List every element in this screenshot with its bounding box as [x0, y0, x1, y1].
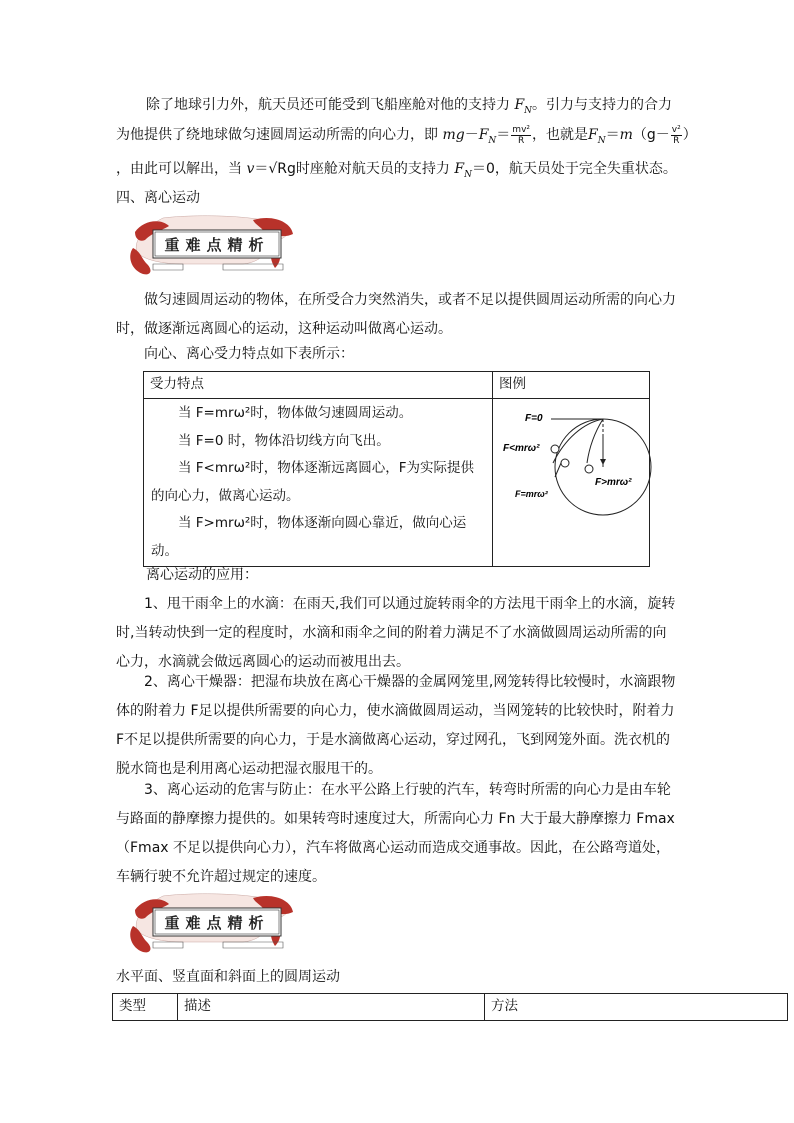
label-fgreater: F>mrω² — [595, 477, 632, 488]
curve-greater — [587, 419, 603, 463]
text: 为他提供了绕地球做匀速圆周运动所需的向心力，即 — [116, 127, 438, 143]
text: ，由此可以解出，当 — [116, 161, 242, 177]
app-2: 2、离心干燥器：把湿布块放在离心干燥器的金属网笼里,网笼转得比较慢时，水滴跟物体的附着力 F足以提供所需要的向心力，使水滴做圆周运动，当网笼转的比较快时，附着力 F不足以提供所需要的向心力，于是水滴做离心运动，穿过网孔，飞到网笼外面。洗衣机的脱水筒也是利用离心运动把湿衣服甩干的。 — [116, 674, 676, 777]
label-fequal: F=mrω² — [515, 489, 548, 499]
sqrt-rg: ＝√Rg — [254, 161, 296, 177]
col-type: 类型 — [113, 994, 178, 1021]
arrowhead-icon — [600, 459, 606, 465]
text: ＝0，航天员处于完全失重状态。 — [471, 161, 677, 177]
para1-line3 — [116, 158, 677, 180]
text: 。引力与支持力的合力 — [532, 97, 673, 113]
para3: 向心、离心受力特点如下表所示： — [144, 346, 354, 362]
sub-n: N — [524, 105, 533, 116]
object-point — [585, 465, 593, 473]
var-f: F — [478, 127, 489, 143]
velocity-arrow — [555, 463, 561, 477]
figure-cell — [493, 399, 650, 567]
row-less: 当 F<mrω²时，物体逐渐远离圆心，F为实际提供的向心力，做离心运动。 — [151, 460, 475, 504]
object-point — [551, 445, 559, 453]
var-v: v — [246, 161, 255, 177]
op: ＝ — [496, 127, 511, 143]
var-f: F — [588, 127, 598, 143]
fraction-mv2-r — [511, 125, 531, 146]
para2: 做匀速圆周运动的物体，在所受合力突然消失，或者不足以提供圆周运动所需的向心力时，做逐渐远离圆心的运动，这种运动叫做离心运动。 — [116, 292, 676, 337]
label-fless: F<mrω² — [503, 443, 540, 454]
var-f: F — [454, 161, 465, 177]
badge-label: 重难点精析 — [164, 914, 270, 932]
force-table — [143, 371, 650, 567]
var-m: m — [619, 127, 633, 143]
object-point — [561, 459, 569, 467]
col-method: 方法 — [485, 994, 788, 1021]
text: （g－ — [632, 127, 670, 143]
label-f0: F=0 — [525, 413, 543, 424]
num: mv² — [512, 124, 530, 135]
var-f: F — [514, 97, 525, 113]
section5-heading: 水平面、竖直面和斜面上的圆周运动 — [116, 969, 340, 985]
force-cell — [144, 399, 493, 567]
row-greater: 当 F>mrω²时，物体逐渐向圆心靠近，做向心运动。 — [151, 515, 467, 559]
app-1: 1、甩干雨伞上的水滴：在雨天,我们可以通过旋转雨伞的方法甩干雨伞上的水滴，旋转时,当转动快到一定的程度时，水滴和雨伞之间的附着力满足不了水滴做圆周运动所需的向心力，水滴就会做远离圆心的运动而被甩出去。 — [116, 596, 676, 670]
sub-n: N — [597, 135, 606, 146]
table-header-left: 受力特点 — [144, 372, 493, 399]
decor-line — [153, 264, 183, 270]
text: 除了地球引力外，航天员还可能受到飞船座舱对他的支持力 — [146, 97, 510, 113]
den: R — [673, 135, 680, 146]
para1-line1 — [146, 94, 672, 116]
table-header-right: 图例 — [493, 372, 650, 399]
sub-n: N — [488, 135, 497, 146]
section4-heading: 四、离心运动 — [116, 190, 200, 206]
app-heading: 离心运动的应用： — [146, 567, 258, 583]
num: v² — [671, 124, 681, 135]
motion-types-table — [112, 993, 788, 1021]
sub-n: N — [464, 169, 472, 180]
badge-key-points-1 — [123, 212, 295, 276]
den: R — [518, 135, 525, 146]
fraction-v2-r — [671, 125, 682, 146]
centrifugal-diagram — [493, 405, 663, 525]
row-zero: 当 F=0 时，物体沿切线方向飞出。 — [178, 432, 390, 449]
badge-key-points-2 — [123, 890, 295, 954]
app-3: 3、离心运动的危害与防止：在水平公路上行驶的汽车，转弯时所需的向心力是由车轮与路面的静摩擦力提供的。如果转弯时速度过大，所需向心力 Fn 大于最大静摩擦力 Fmax（Fmax 不足以提供向心力），汽车将做离心运动而造成交通事故。因此，在公路弯道处，车辆行驶不允许超过规定的速度。 — [116, 782, 675, 885]
decor-line — [153, 942, 183, 948]
row-eq: 当 F=mrω²时，物体做匀速圆周运动。 — [178, 405, 413, 421]
text: ） — [682, 127, 697, 143]
text: ，也就是 — [532, 127, 588, 143]
op: － — [464, 127, 479, 143]
op: ＝ — [605, 127, 620, 143]
badge-label: 重难点精析 — [164, 236, 270, 254]
col-description: 描述 — [178, 994, 485, 1021]
var-mg: mg — [442, 127, 465, 143]
text: 时座舱对航天员的支持力 — [295, 161, 450, 177]
para1-line2 — [116, 124, 697, 146]
